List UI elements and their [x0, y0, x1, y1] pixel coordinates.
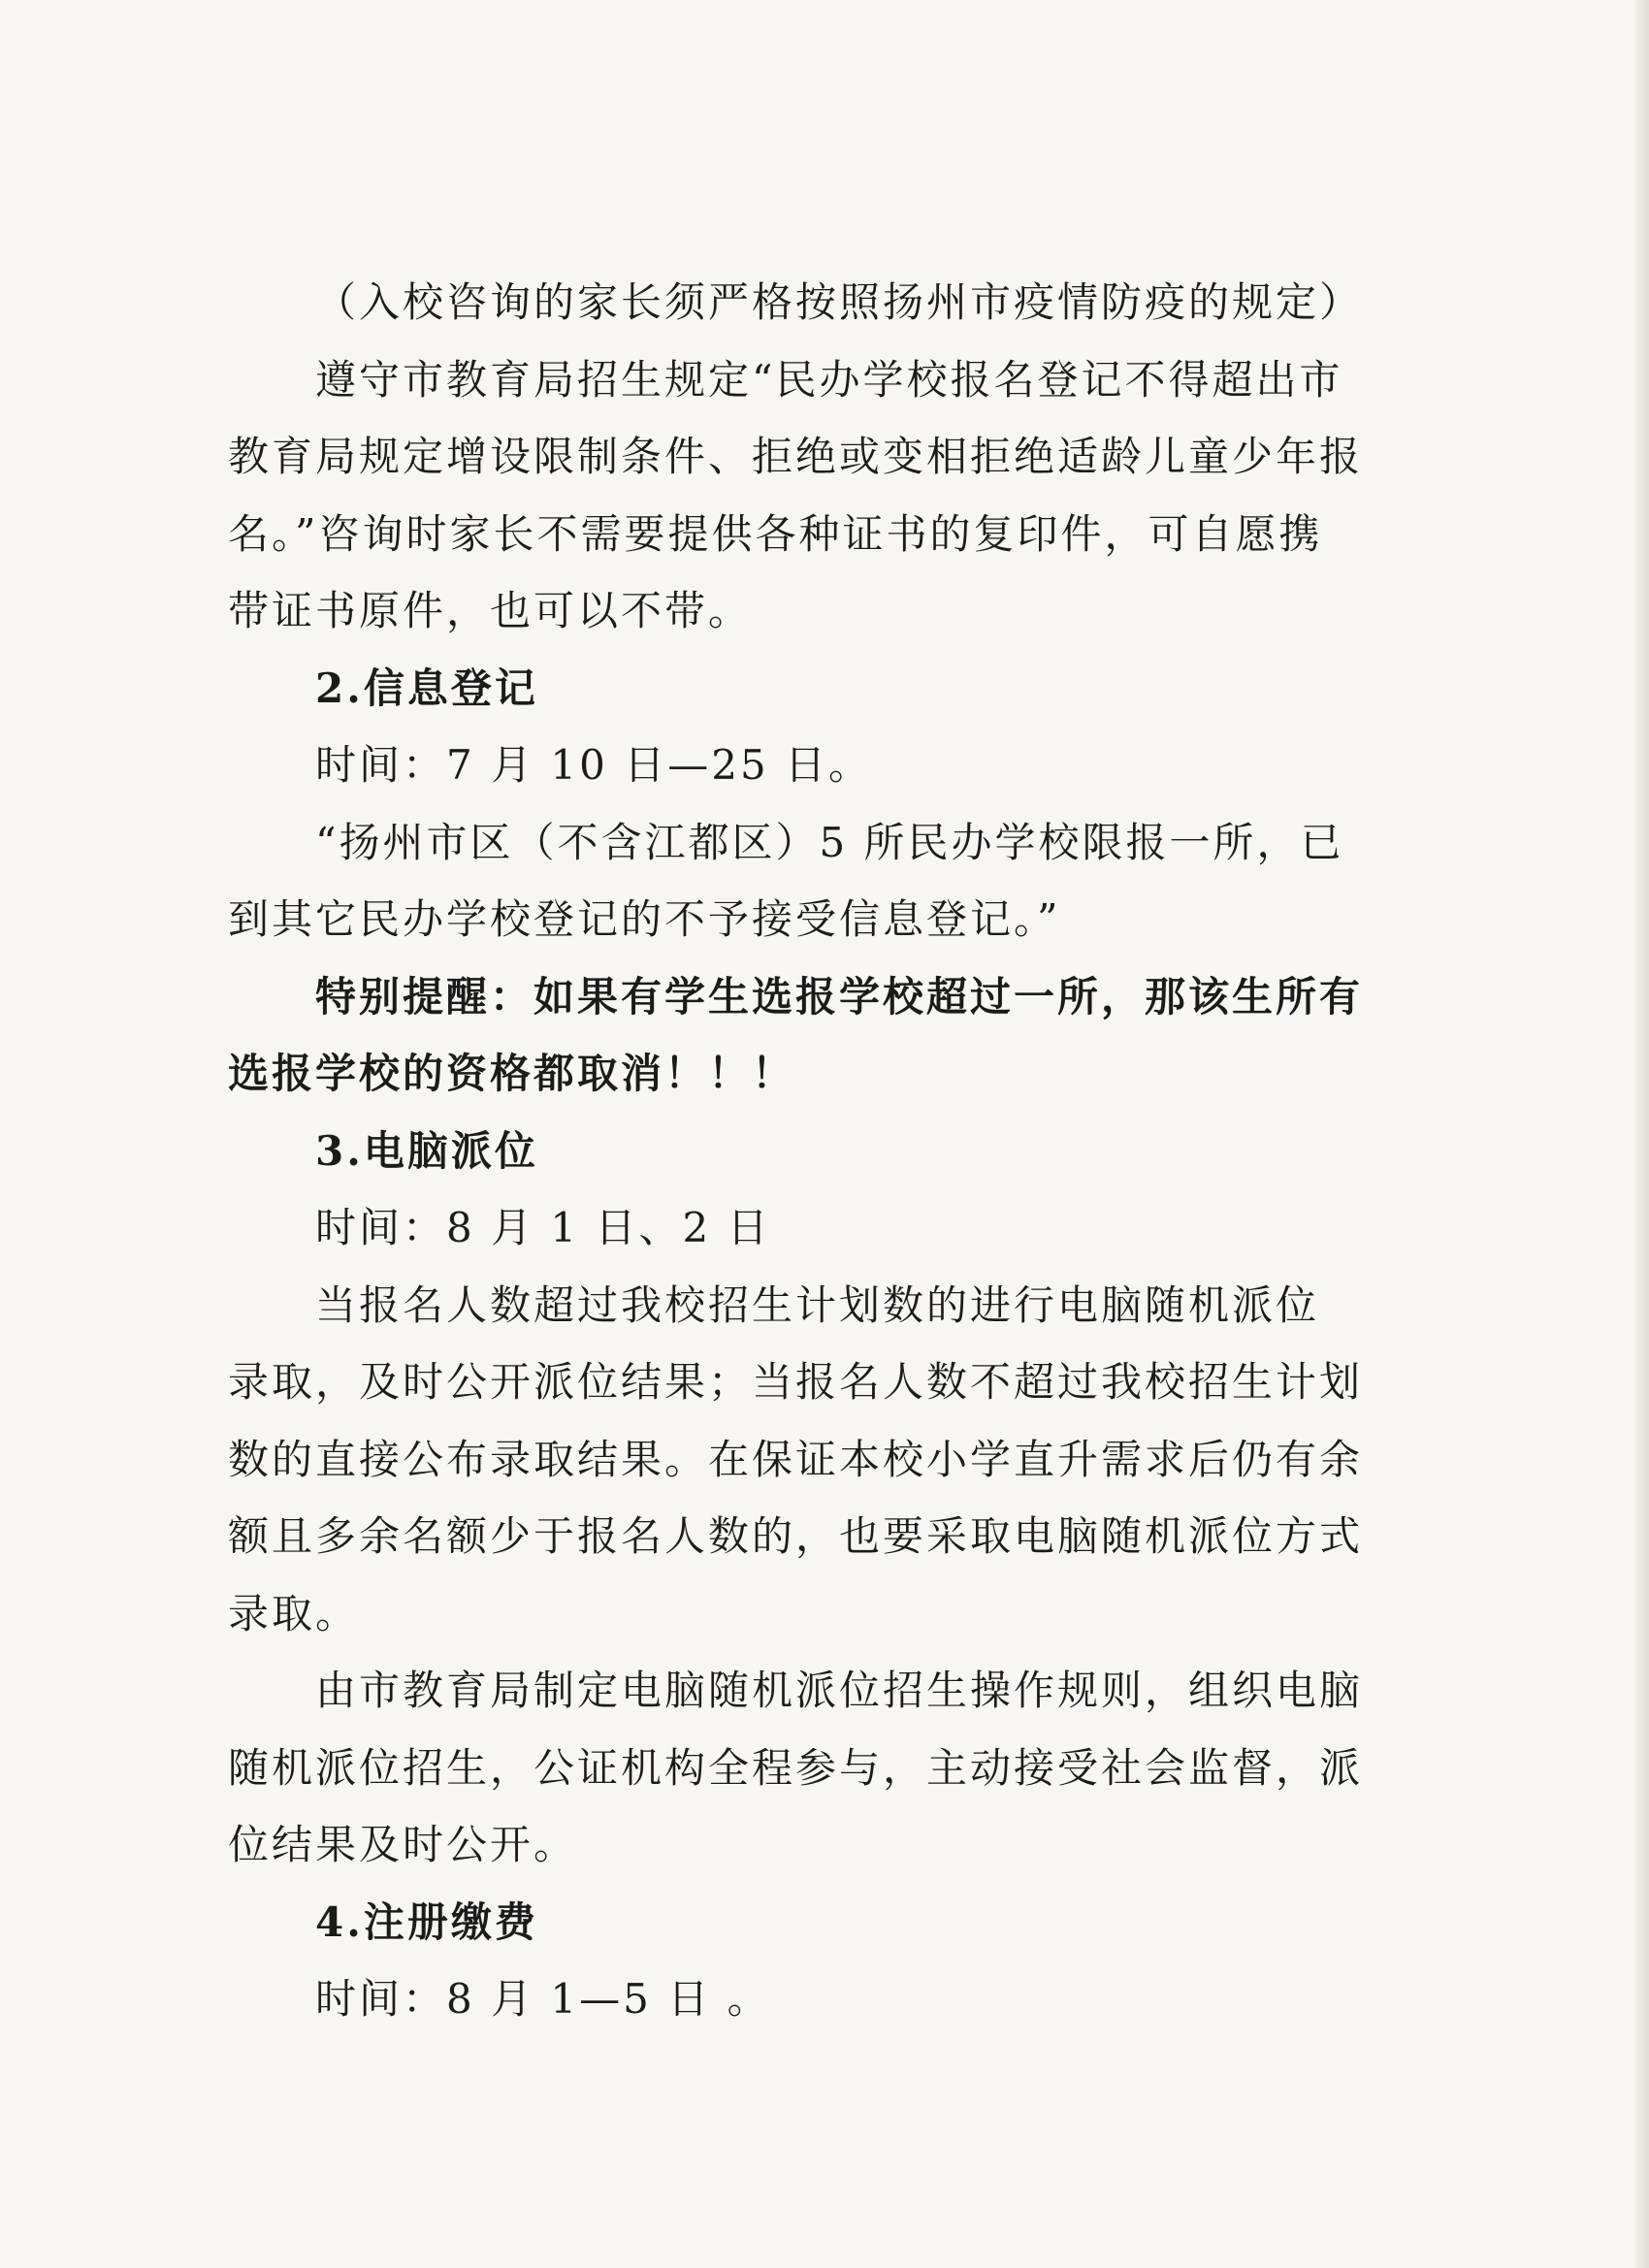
- paragraph-rules-line-2: 教育局规定增设限制条件、拒绝或变相拒绝适龄儿童少年报: [228, 433, 1364, 480]
- special-reminder-line-1: 特别提醒：如果有学生选报学校超过一所，那该生所有: [315, 972, 1364, 1021]
- registration-time: 时间：7 月 10 日—25 日。: [315, 741, 873, 789]
- paragraph-rules-line-4: 带证书原件，也可以不带。: [228, 587, 753, 634]
- epidemic-notice-line: （入校咨询的家长须严格按照扬州市疫情防疫的规定）: [315, 278, 1364, 326]
- paragraph-rules-line-3: 名。”咨询时家长不需要提供各种证书的复印件，可自愿携: [228, 509, 1323, 558]
- registration-limit-line-2: 到其它民办学校登记的不予接受信息登记。”: [228, 895, 1061, 943]
- allocation-rules-line-3: 位结果及时公开。: [228, 1821, 578, 1868]
- payment-time: 时间：8 月 1—5 日 。: [315, 1975, 771, 2023]
- allocation-paragraph-line-2: 录取，及时公开派位结果；当报名人数不超过我校招生计划: [228, 1358, 1364, 1406]
- allocation-rules-line-1: 由市教育局制定电脑随机派位招生操作规则，组织电脑: [315, 1667, 1364, 1714]
- scan-edge-shadow: [1635, 0, 1649, 2268]
- document-body: [228, 264, 1373, 2038]
- paragraph-rules-line-1: 遵守市教育局招生规定“民办学校报名登记不得超出市: [315, 355, 1343, 404]
- allocation-paragraph-line-5: 录取。: [228, 1589, 360, 1637]
- section-heading-info-registration: 2.信息登记: [315, 664, 538, 712]
- allocation-paragraph-line-1: 当报名人数超过我校招生计划数的进行电脑随机派位: [315, 1280, 1320, 1329]
- registration-limit-line-1: “扬州市区（不含江都区）5 所民办学校限报一所，已: [315, 818, 1344, 866]
- section-heading-registration-payment: 4.注册缴费: [315, 1897, 538, 1946]
- allocation-time: 时间：8 月 1 日、2 日: [315, 1204, 771, 1251]
- allocation-rules-line-2: 随机派位招生，公证机构全程参与，主动接受社会监督，派: [228, 1743, 1364, 1792]
- special-reminder-line-2: 选报学校的资格都取消！！！: [228, 1050, 796, 1097]
- allocation-paragraph-line-4: 额且多余名额少于报名人数的，也要采取电脑随机派位方式: [228, 1512, 1364, 1560]
- allocation-paragraph-line-3: 数的直接公布录取结果。在保证本校小学直升需求后仍有余: [228, 1435, 1364, 1483]
- section-heading-computer-allocation: 3.电脑派位: [315, 1126, 538, 1175]
